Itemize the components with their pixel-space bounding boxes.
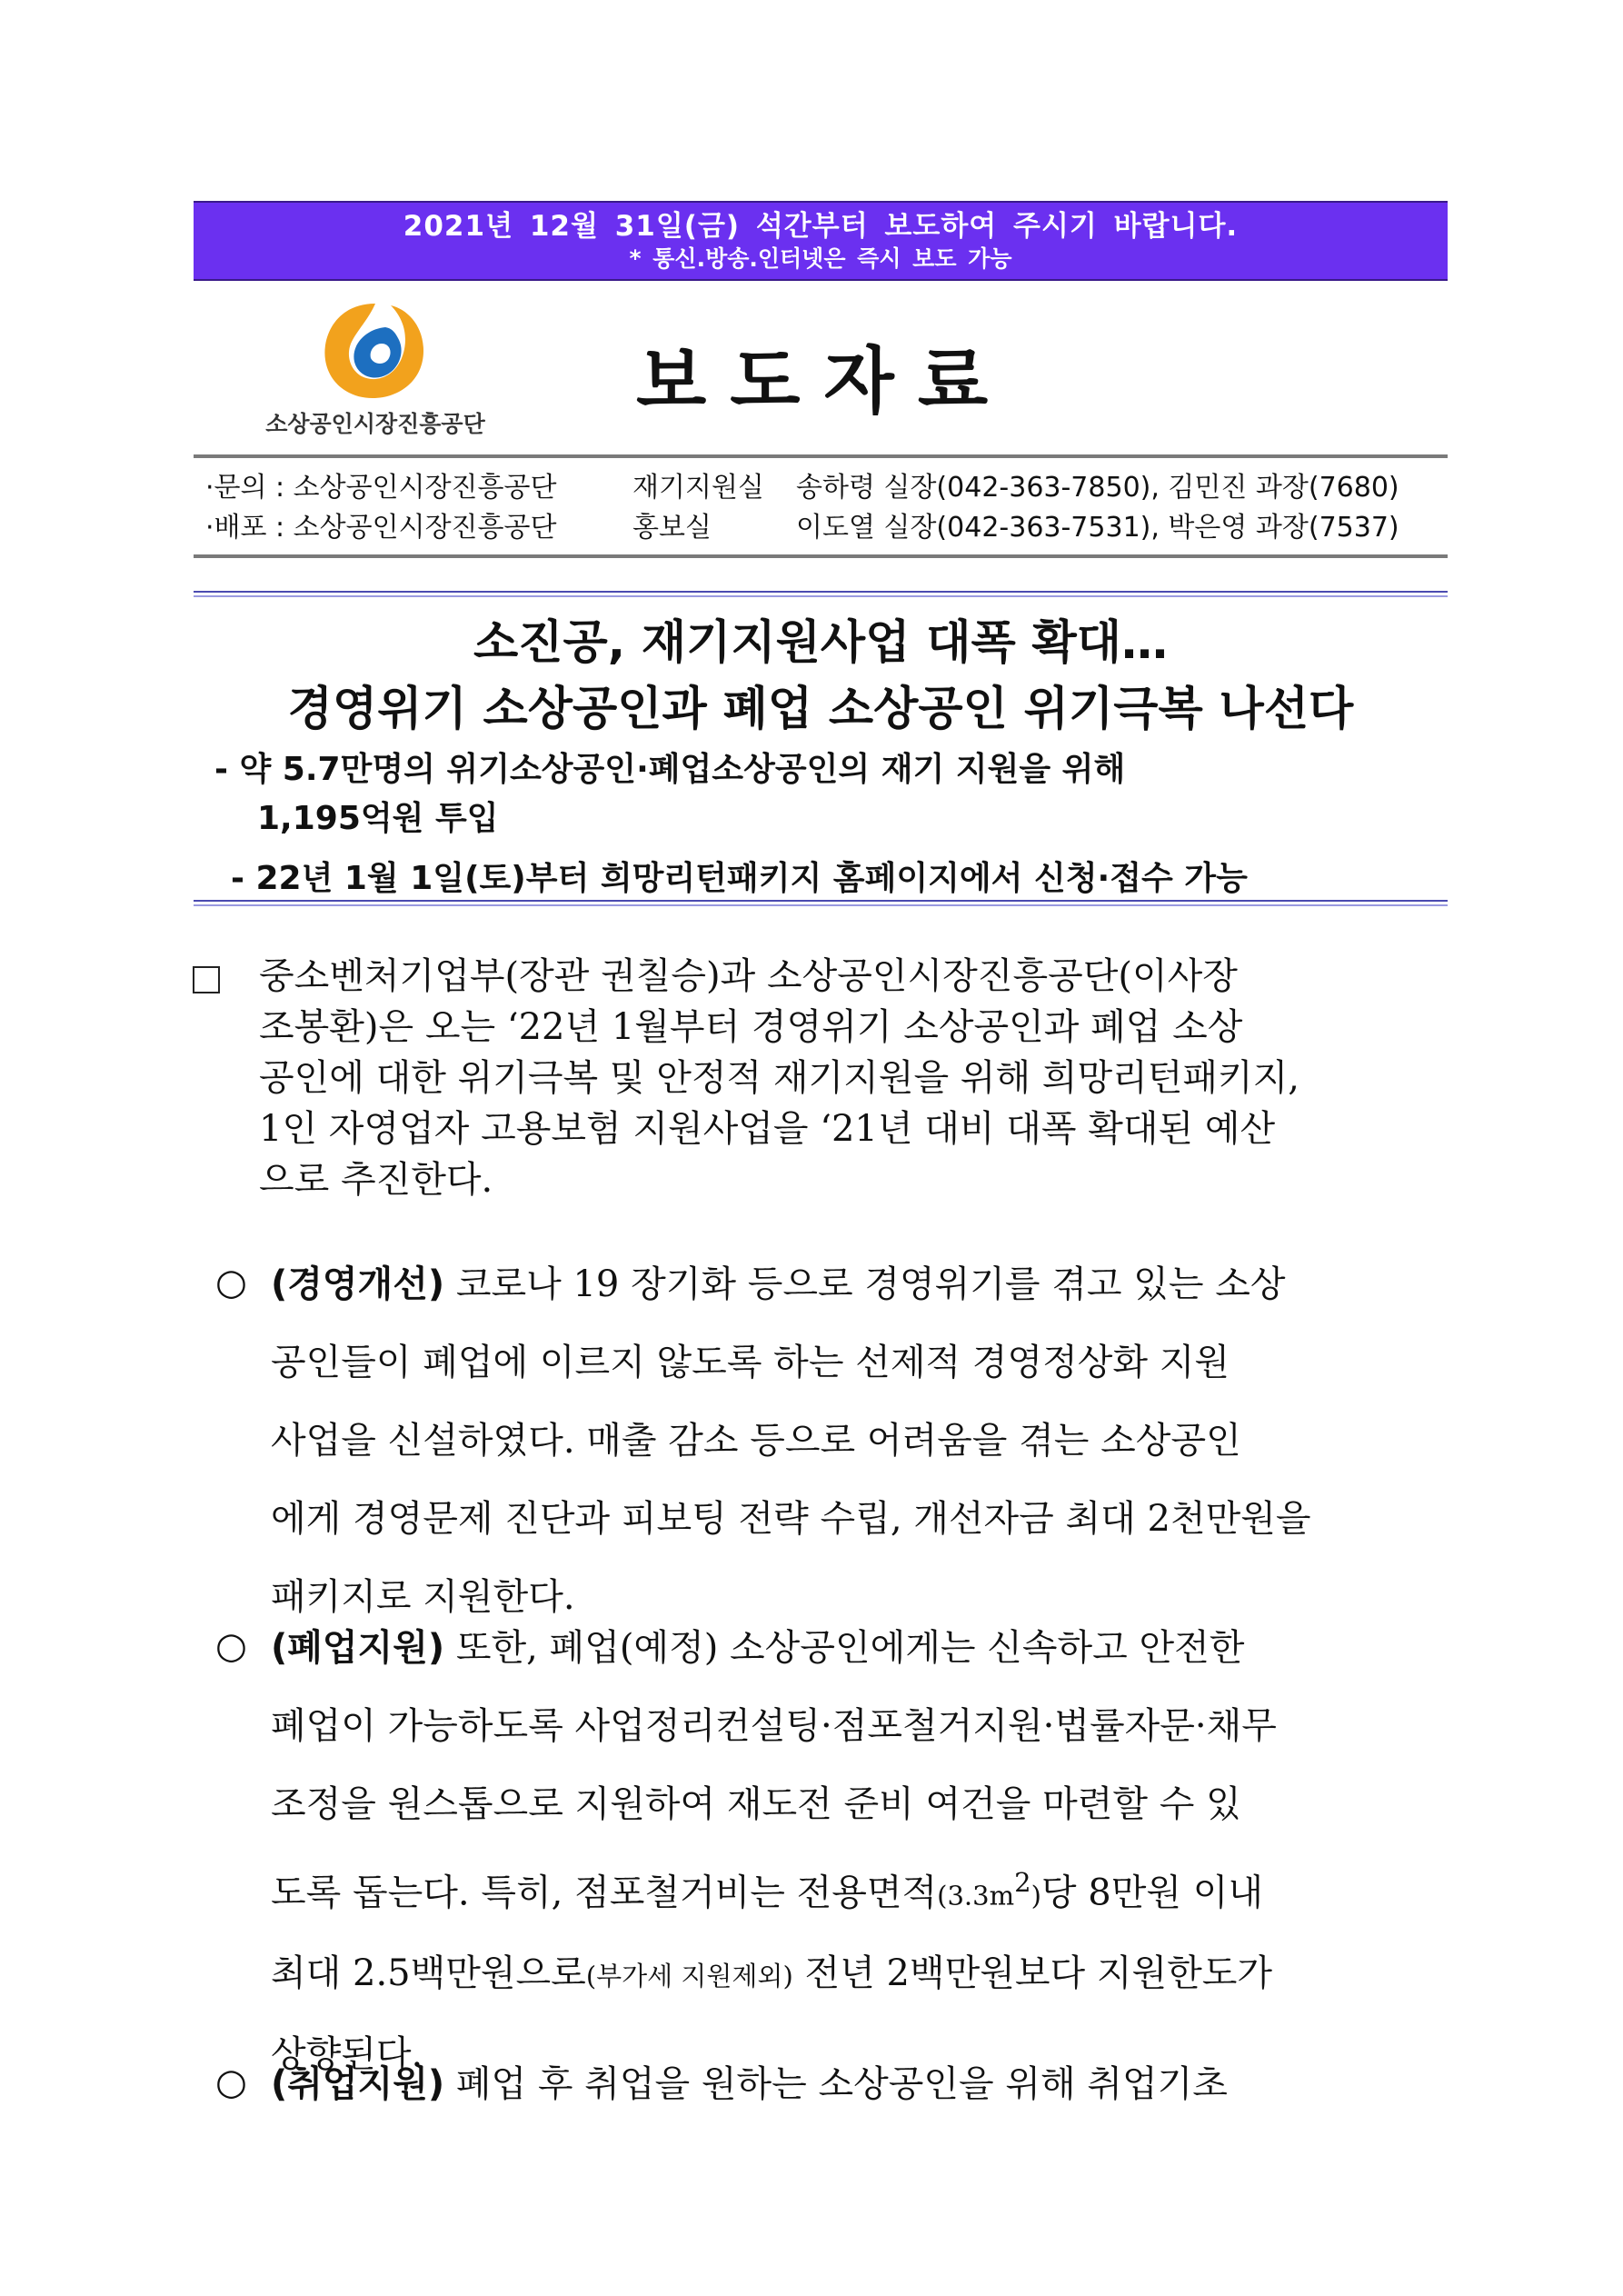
item-closure-line-6: 상향된다. (271, 2033, 423, 2076)
item-management-label: (경영개선) (271, 1263, 445, 1305)
intro-line-4: 1인 자영업자 고용보험 지원사업을 ‘21년 대비 대폭 확대된 예산 (259, 1108, 1276, 1150)
document-title: 보도자료 (636, 339, 1012, 424)
item-management-line-1: 코로나 19 장기화 등으로 경영위기를 겪고 있는 소상 (444, 1263, 1286, 1305)
item-management-line-3: 사업을 신설하였다. 매출 감소 등으로 어려움을 겪는 소상공인 (271, 1420, 1241, 1462)
item-management-line-4: 에게 경영문제 진단과 피보팅 전략 수립, 개선자금 최대 2천만원을 (271, 1498, 1311, 1540)
subhead-1-line-1: - 약 5.7만명의 위기소상공인·폐업소상공인의 재기 지원을 위해 (214, 751, 1126, 788)
intro-line-5: 으로 추진한다. (259, 1159, 493, 1201)
organization-logo (253, 300, 498, 445)
intro-paragraph (259, 951, 1440, 1205)
headline-top-rule-light (194, 595, 1448, 597)
headline-top-rule (194, 591, 1448, 593)
contacts-bottom-rule (194, 554, 1448, 558)
organization-name: 소상공인시장진흥공단 (265, 411, 485, 437)
embargo-date-line: 2021년 12월 31일(금) 석간부터 보도하여 주시기 바랍니다. (403, 210, 1239, 243)
item-closure (271, 1609, 1443, 2093)
semas-emblem-icon (318, 300, 433, 402)
contact-inquiry (205, 468, 1450, 508)
item-closure-line-5b: 전년 2백만원보다 지원한도가 (792, 1952, 1273, 1995)
bullet-icon: ○ (215, 1625, 247, 1667)
subhead-2: - 22년 1월 1일(토)부터 희망리턴패키지 홈페이지에서 신청·접수 가능 (231, 860, 1248, 897)
item-closure-note: (부가세 지원제외) (585, 1961, 793, 1992)
contacts-top-rule (194, 454, 1448, 458)
item-closure-line-3: 조정을 원스톱으로 지원하여 재도전 준비 여건을 마련할 수 있 (271, 1783, 1241, 1825)
item-closure-area: (3.3m (937, 1880, 1015, 1912)
contact-inquiry-dept: 재기지원실 (632, 472, 764, 504)
item-management-line-5: 패키지로 지원한다. (271, 1576, 575, 1618)
contact-distribution (205, 508, 1450, 548)
contact-inquiry-label: ·문의 : 소상공인시장진흥공단 (205, 472, 557, 504)
item-closure-line-4b: 당 8만원 이내 (1041, 1872, 1263, 1914)
headline-line-2: 경영위기 소상공인과 폐업 소상공인 위기극복 나선다 (287, 683, 1354, 736)
embargo-note-line: * 통신.방송.인터넷은 즉시 보도 가능 (629, 245, 1012, 272)
section-box-icon (193, 966, 220, 993)
item-closure-line-2: 폐업이 가능하도록 사업정리컨설팅·점포철거지원·법률자문·채무 (271, 1705, 1277, 1747)
intro-line-2: 조봉환)은 오는 ‘22년 1월부터 경영위기 소상공인과 폐업 소상 (259, 1006, 1243, 1048)
contact-distribution-dept: 홍보실 (632, 512, 712, 544)
subhead-1-line-2: 1,195억원 투입 (257, 800, 499, 837)
contacts-block (205, 468, 1450, 548)
item-closure-area-sup: 2 (1014, 1867, 1031, 1898)
intro-line-1: 중소벤처기업부(장관 권칠승)과 소상공인시장진흥공단(이사장 (259, 955, 1238, 997)
headline-bottom-rule (194, 900, 1448, 902)
item-closure-line-4a: 도록 돕는다. 특히, 점포철거비는 전용면적 (271, 1872, 938, 1914)
contact-inquiry-persons: 송하령 실장(042-363-7850), 김민진 과장(7680) (796, 472, 1399, 504)
headline-bottom-rule-light (194, 904, 1448, 906)
item-employment-line-1: 폐업 후 취업을 원하는 소상공인을 위해 취업기초 (444, 2063, 1228, 2105)
item-management (271, 1245, 1443, 1636)
intro-line-3: 공인에 대한 위기극복 및 안정적 재기지원을 위해 희망리턴패키지, (259, 1057, 1299, 1099)
item-management-line-2: 공인들이 폐업에 이르지 않도록 하는 선제적 경영정상화 지원 (271, 1342, 1230, 1383)
item-closure-label: (폐업지원) (271, 1627, 445, 1669)
item-closure-area-end: ) (1031, 1880, 1041, 1912)
bullet-icon: ○ (215, 1262, 247, 1303)
headline-line-1: 소진공, 재기지원사업 대폭 확대… (473, 616, 1169, 670)
item-employment-label: (취업지원) (271, 2063, 445, 2105)
item-employment (271, 2045, 1443, 2123)
contact-distribution-persons: 이도열 실장(042-363-7531), 박은영 과장(7537) (796, 512, 1399, 544)
item-closure-line-1: 또한, 폐업(예정) 소상공인에게는 신속하고 안전한 (444, 1627, 1245, 1669)
bullet-icon: ○ (215, 2061, 247, 2103)
item-closure-line-5a: 최대 2.5백만원으로 (271, 1952, 586, 1995)
contact-distribution-label: ·배포 : 소상공인시장진흥공단 (205, 512, 557, 544)
embargo-banner (194, 201, 1448, 281)
